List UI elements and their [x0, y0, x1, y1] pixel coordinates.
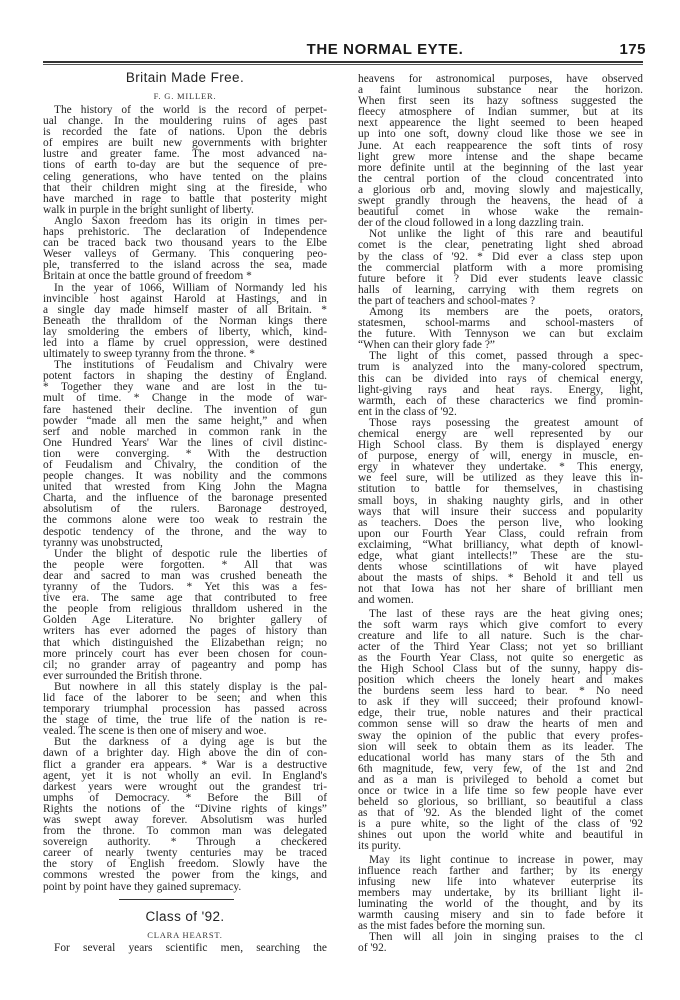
- text-line: serf and noble marched in common rank in the: [43, 425, 327, 438]
- text-line: flict a grander era appears. * War is a destructive: [43, 758, 327, 771]
- text-line: potent factors in shaping the destiny of England.: [43, 370, 327, 383]
- text-line: lay smoldering the embers of liberty, which, kind-: [43, 325, 327, 338]
- text-line: dents whose scintillations of wit have played: [358, 561, 643, 574]
- text-line: trum is analyzed into the many-colored spectrum,: [358, 361, 643, 374]
- text-line: as the Fourth Year Class, not quite so energetic as: [358, 651, 643, 664]
- text-line: haps prehistoric. The declaration of Independence: [43, 226, 327, 239]
- text-line: The light of this comet, passed through a spec-: [369, 350, 643, 363]
- text-line: the commercial platform with a more promising: [358, 261, 643, 274]
- text-line: temporary triumphal procession has passed across: [43, 703, 327, 716]
- text-line: upon our Fourth Year Class, could refrain from: [358, 527, 643, 540]
- text-line: tions of earth to-day are but the sequence of pre-: [43, 159, 327, 172]
- text-line: have marched in rage to battle that posterity might: [43, 192, 327, 205]
- text-line: beheld so glorious, so brilliant, so beautiful a class: [358, 796, 643, 809]
- paragraph: [43, 682, 327, 737]
- text-line: edge, what giant intellects!” These are the stu-: [358, 550, 643, 563]
- text-line: Golden Age Literature. No brighter gallery of: [43, 614, 327, 627]
- text-line: commons wrested the power from the kings, and: [43, 869, 327, 882]
- text-line: the High School Class but of the sunny, happy dis-: [358, 662, 643, 675]
- text-line: small boys, in shaking naughty girls, and in other: [358, 494, 643, 507]
- text-line: The history of the world is the record of perpet-: [54, 104, 327, 116]
- text-line: umphs of Democracy. * Before the Bill of: [43, 791, 327, 804]
- text-line: “When can their glory fade ?”: [358, 339, 495, 352]
- text-line: Beneath the thralldom of the Norman kings there: [43, 314, 327, 327]
- text-line: When first seen its hazy softness suggested the: [358, 95, 643, 108]
- text-line: despotic tendency of the throne, and the way to: [43, 525, 327, 538]
- text-line: as that of '92. As the blended light of the comet: [358, 807, 643, 820]
- text-line: luminating the world of the thought, and by its: [358, 897, 643, 910]
- text-line: of Feudalism and Chivalry, the condition of the: [43, 459, 327, 471]
- text-line: a faint luminous substance near the horizon.: [358, 84, 643, 97]
- text-line: the commons alone were too weak to restrain the: [43, 514, 327, 527]
- article-body-class-92-continued: [358, 74, 643, 954]
- text-line: fleecy atmosphere of Indian summer, but at its: [358, 106, 643, 119]
- text-line: 6th magnitude, few, very few, of the 1st and 2nd: [358, 762, 643, 775]
- text-line: Then will all join in singing praises to the cl: [369, 931, 643, 944]
- text-line: Not unlike the light of this rare and beautiful: [369, 228, 643, 241]
- text-line: powder “made all men the same height,” and when: [43, 414, 327, 427]
- text-line: But the darkness of a dying age is but the: [54, 736, 327, 749]
- text-line: High School class. By them is displayed energy: [358, 439, 643, 452]
- text-line: position which cheers the lonely heart and makes: [358, 674, 643, 687]
- text-line: celing generations, who have tented on the plains: [43, 170, 327, 183]
- paragraph: [358, 229, 643, 307]
- text-line: vealed. The scene is then one of misery and woe.: [43, 725, 267, 738]
- text-line: more princely court has ever been chosen for coun-: [43, 647, 327, 660]
- text-line: warmth causing misery and sin to fade before it: [358, 909, 643, 922]
- text-line: Anglo Saxon freedom has its origin in times per-: [54, 214, 327, 227]
- text-line: warmth, each of these characterics we find promin-: [358, 394, 643, 407]
- text-line: is a pure white, so the light of the class of '92: [358, 818, 643, 831]
- text-line: lustre and greater fame. The most advanced na-: [43, 148, 327, 161]
- text-line: sovereign authority. * Through a checkered: [43, 836, 327, 849]
- paragraph: [358, 609, 643, 853]
- text-line: light-giving rays and heat rays. Energy, light,: [358, 383, 643, 396]
- article-body-britain: [43, 105, 327, 893]
- paragraph: [358, 307, 643, 351]
- article-author-hearst: CLARA HEARST.: [147, 930, 223, 940]
- text-line: as the mist fades before the morning sun.: [358, 920, 546, 933]
- text-line: halls of learning, carrying with them regrets on: [358, 283, 643, 296]
- running-header-title: THE NORMAL EYTE.: [306, 41, 464, 58]
- text-line: Weser valleys of Germany. This conquering peo-: [43, 248, 327, 261]
- paragraph: [358, 855, 643, 933]
- text-line: ent in the class of '92.: [358, 405, 457, 418]
- text-line: beautiful comet in whose wake the remain-: [358, 206, 643, 219]
- text-line: light grew more intense and the shape became: [358, 150, 643, 163]
- text-line: the story of English freedom. Slowly have the: [43, 858, 327, 871]
- text-line: tyranny was unobstructed,: [43, 536, 163, 549]
- text-line: Among its members are the poets, orators,: [369, 305, 643, 318]
- text-line: up into one soft, downy cloud like those we see in: [358, 128, 643, 141]
- text-line: tive era. The same age that contributed to free: [43, 592, 327, 605]
- page-number: 175: [619, 41, 646, 58]
- paragraph: [43, 737, 327, 892]
- text-line: and as a man is privileged to behold a comet but: [358, 773, 643, 786]
- text-line: of purpose, energy of will, energy in muscle, en-: [358, 450, 643, 463]
- header-rule-thin: [43, 64, 643, 65]
- text-line: edge, their true, noble natures and their practical: [358, 707, 643, 720]
- text-line: swept grandly through the heavens, the head of a: [358, 195, 643, 208]
- text-line: the soft warm rays which give comfort to every: [358, 618, 643, 631]
- text-line: In the year of 1066, William of Normandy led his: [54, 281, 327, 294]
- article-title-britain: Britain Made Free.: [125, 70, 245, 85]
- text-line: walk in purple in the bright sunlight of liberty.: [43, 203, 254, 216]
- text-line: stitution to battle for themselves, in chastising: [358, 483, 643, 496]
- text-line: cil; no grander array of pageantry and pomp has: [43, 658, 327, 671]
- text-line: career of nearly twenty centuries may be traced: [43, 847, 327, 860]
- text-line: ergy in whatever they undertake. * This energy,: [358, 461, 643, 474]
- text-line: the central portion of the cloud concentrated into: [358, 172, 643, 185]
- text-line: For several years scientific men, searching the: [54, 942, 327, 954]
- text-line: dear and sacred to man was crushed beneath the: [43, 569, 327, 582]
- text-line: statesmen, school-marms and school-masters of: [358, 317, 643, 330]
- header-rule: [43, 61, 643, 63]
- text-line: that which distinguished the Elizabethan reign; no: [43, 636, 327, 649]
- text-line: mult of time. * Change in the mode of war-: [43, 392, 327, 405]
- text-line: educational world has many stars of the 5th and: [358, 751, 643, 764]
- text-line: united that wrested from King John the Magna: [43, 481, 327, 494]
- text-line: and women.: [358, 594, 414, 607]
- paragraph: [43, 105, 327, 216]
- text-line: the people were forgotten. * All that was: [43, 558, 327, 571]
- text-line: by the class of '92. * Did ever a class step upon: [358, 250, 643, 263]
- text-line: the stage of time, the true life of the nation is re-: [43, 714, 327, 727]
- text-line: was swept away forever. Absolutism was hurled: [43, 814, 327, 826]
- text-line: June. At each reappearence the soft tints of rosy: [358, 139, 643, 152]
- text-line: But nowhere in all this stately display is the pal-: [54, 680, 327, 693]
- text-line: acter of the Third Year Class; not yet so brilliant: [358, 640, 643, 653]
- text-line: lid face of the laborer to be seen; and when this: [43, 691, 327, 704]
- text-line: ultimately to sweep tyranny from the throne. *: [43, 348, 255, 361]
- text-line: more definite until at the beginning of the last year: [358, 161, 643, 174]
- text-line: creature and life to all nature. Such is the char-: [358, 629, 643, 642]
- text-line: a single day made himself master of all Britain. *: [43, 303, 327, 316]
- text-line: Britain at once the battle ground of freedom *: [43, 270, 252, 283]
- text-line: infusing new life into whatever euterprise its: [358, 875, 643, 888]
- paragraph: [43, 283, 327, 361]
- text-line: the part of teachers and school-mates ?: [358, 294, 536, 307]
- text-line: common sense will so draw the hearts of men and: [358, 718, 643, 731]
- text-line: ways that will insure their success and popularity: [358, 505, 643, 518]
- text-line: agent, yet it is not wholly an evil. In England's: [43, 769, 327, 782]
- paragraph: [358, 932, 643, 954]
- text-line: ever surrounded the British throne.: [43, 669, 203, 682]
- paragraph: [43, 360, 327, 549]
- text-line: point by point have they gained supremacy.: [43, 880, 242, 893]
- text-line: next appearence the light seemed to been heaped: [358, 117, 643, 130]
- article-title-class-92: Class of '92.: [145, 909, 225, 924]
- text-line: One Hundred Years' War the lines of civil distinc-: [43, 436, 327, 449]
- article-separator: [119, 899, 234, 900]
- text-line: The last of these rays are the heat giving ones;: [369, 607, 643, 620]
- paragraph: [358, 74, 643, 229]
- text-line: its purity.: [358, 840, 401, 853]
- text-line: we feel sure, will be utilized as they leave this in-: [358, 472, 643, 485]
- text-line: shines out upon the world white and beautiful in: [358, 829, 643, 842]
- text-line: can be traced back two thousand years to the Elbe: [43, 237, 327, 250]
- text-line: the future. With Tennyson we can but exclaim: [358, 328, 643, 341]
- text-line: Those rays posessing the greatest amount of: [369, 416, 643, 429]
- text-line: chemical energy are well represented by our: [358, 428, 643, 440]
- text-line: of '92.: [358, 942, 387, 955]
- text-line: absolutism of the rulers. Baronage destroyed,: [43, 503, 327, 516]
- text-line: once or twice in a life time so few people have ever: [358, 785, 643, 797]
- text-line: influence reach farther and farther; by its energy: [358, 864, 643, 877]
- text-line: members may undertake, by its brilliant light il-: [358, 886, 643, 899]
- text-line: the people from religious thralldom ushered in the: [43, 603, 327, 616]
- text-line: der of the cloud followed in a long dazzling train.: [358, 217, 584, 230]
- paragraph: [358, 418, 643, 607]
- paragraph: [43, 549, 327, 682]
- text-line: to ask if they will succeed; their profound knowl-: [358, 696, 643, 709]
- text-line: is recorded the fate of nations. Upon the debris: [43, 126, 327, 139]
- text-line: future before it ? Did ever students leave classic: [358, 272, 643, 285]
- text-line: invincible host against Harold at Hastings, and in: [43, 292, 327, 305]
- text-line: Under the blight of despotic rule the liberties of: [54, 547, 327, 560]
- text-line: sway the opinion of the public that every profes-: [358, 729, 643, 742]
- text-line: Charta, and the influence of the baronage presented: [43, 492, 327, 505]
- paragraph: [358, 351, 643, 418]
- text-line: dawn of a brighter day. High above the din of con-: [43, 747, 327, 760]
- article-author-miller: F. G. MILLER.: [153, 91, 217, 101]
- text-line: this can be divided into rays of chemical energy,: [358, 372, 643, 385]
- text-line: of empires are built new governments with brighter: [43, 137, 327, 150]
- text-line: * Together they wane and are lost in the tu-: [43, 381, 327, 394]
- text-line: about the masts of ships. * Behold it and tell us: [358, 572, 643, 585]
- text-line: tyranny of the Tudors. * Yet this was a fes-: [43, 581, 327, 594]
- text-line: ple, transferred to the island across the sea, made: [43, 259, 327, 272]
- text-line: from the throne. To common man was delegated: [43, 825, 327, 838]
- paragraph: [43, 216, 327, 283]
- text-line: a glorious orb and, moving slowly and majestically,: [358, 183, 643, 196]
- text-line: ual change. In the mouldering ruins of ages past: [43, 115, 327, 128]
- text-line: comet is the clear, penetrating light shed abroad: [358, 239, 643, 252]
- text-line: sion will seek to obtain them as its leader. The: [358, 740, 643, 753]
- text-line: not that Iowa has not her share of brilliant men: [358, 583, 643, 596]
- text-line: that their children might sing at the fireside, who: [43, 181, 327, 194]
- text-line: tion were converging. * With the destruction: [43, 447, 327, 460]
- text-line: heavens for astronomical purposes, have observed: [358, 73, 643, 85]
- text-line: fare hastened their decline. The invention of gun: [43, 403, 327, 416]
- article-body-class-92-start: [43, 943, 327, 954]
- text-line: people changes. It was nobility and the commons: [43, 470, 327, 483]
- text-line: writers has ever adorned the pages of history than: [43, 625, 327, 638]
- text-line: The institutions of Feudalism and Chivalry were: [54, 359, 327, 372]
- text-line: Rights the notions of the “Divine rights of kings”: [43, 802, 327, 815]
- text-line: as teachers. Does the person live, who looking: [358, 516, 643, 529]
- text-line: darkest years were wrought out the grandest tri-: [43, 780, 327, 793]
- text-line: the burdens seem less hard to bear. * No need: [358, 685, 643, 698]
- text-line: May its light continue to increase in power, may: [369, 853, 643, 866]
- text-line: led into a flame by cruel oppression, were destined: [43, 336, 327, 349]
- text-line: exclaiming, “What brilliancy, what depth of knowl-: [358, 538, 643, 551]
